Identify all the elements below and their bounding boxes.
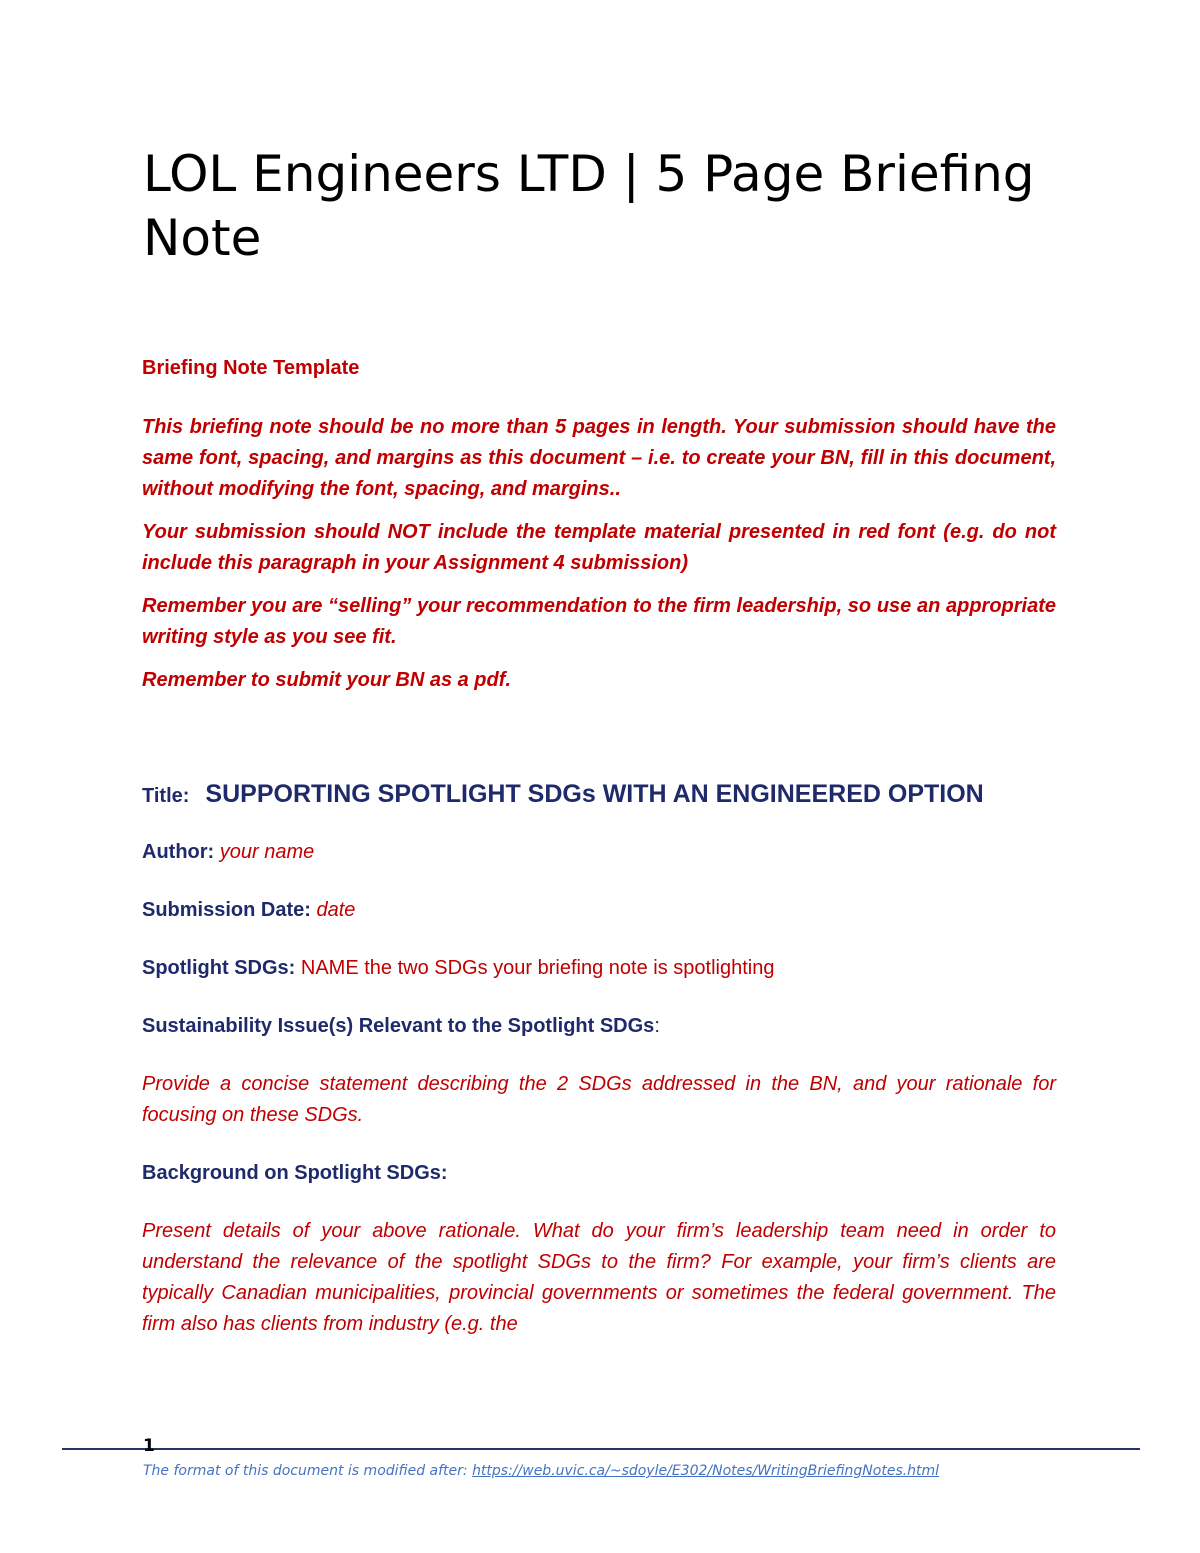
submission-date-value: date	[316, 899, 356, 921]
bn-title-field	[142, 776, 1056, 815]
footer-source-link[interactable]: https://web.uvic.ca/~sdoyle/E302/Notes/WritingBriefingNotes.html	[472, 1463, 940, 1479]
submission-date-field	[142, 895, 1056, 926]
sustainability-issue-colon: :	[654, 1015, 660, 1037]
instruction-paragraph: Remember you are “selling” your recommendation to the firm leadership, so use an appropriate writing style as you see fit.	[142, 595, 1056, 648]
background-body: Present details of your above rationale. What do your firm’s leadership team need in order to understand the relevance of the spotlight SDGs to the firm? For example, your firm’s clients are typically Canadian municipalities, provincial governments or sometimes the federal government. The firm also has clients from industry (e.g. the	[142, 1220, 1056, 1335]
template-heading: Briefing Note Template	[142, 357, 360, 379]
bn-title-value: SUPPORTING SPOTLIGHT SDGs WITH AN ENGINEERED OPTION	[205, 780, 984, 808]
bn-title-label: Title:	[142, 785, 190, 807]
spotlight-sdgs-value: NAME the two SDGs your briefing note is spotlighting	[300, 957, 775, 979]
author-value: your name	[219, 841, 315, 863]
document-body	[142, 353, 1056, 1367]
instruction-paragraph: This briefing note should be no more than 5 pages in length. Your submission should have the same font, spacing, and margins as this document – i.e. to create your BN, fill in this document, without modifying the font, spacing, and margins..	[142, 416, 1056, 500]
sustainability-issue-body: Provide a concise statement describing the 2 SDGs addressed in the BN, and your rationale for focusing on these SDGs.	[142, 1073, 1056, 1126]
sustainability-issue-heading	[142, 1011, 1056, 1042]
footer-note	[143, 1462, 939, 1480]
instruction-paragraph: Your submission should NOT include the template material presented in red font (e.g. do not include this paragraph in your Assignment 4 submission)	[142, 521, 1056, 574]
footer-note-text: The format of this document is modified after:	[143, 1463, 473, 1479]
spotlight-sdgs-field	[142, 953, 1056, 984]
spotlight-sdgs-label: Spotlight SDGs:	[142, 957, 296, 979]
page-number: 1	[143, 1436, 155, 1456]
submission-date-label: Submission Date:	[142, 899, 311, 921]
sustainability-issue-label: Sustainability Issue(s) Relevant to the Spotlight SDGs	[142, 1015, 655, 1037]
footer-divider	[62, 1448, 1140, 1450]
background-heading	[142, 1158, 1056, 1189]
author-label: Author:	[142, 841, 215, 863]
author-field	[142, 837, 1056, 868]
page-title: LOL Engineers LTD | 5 Page Briefing Note	[143, 145, 1035, 267]
background-label: Background on Spotlight SDGs:	[142, 1162, 448, 1184]
instruction-paragraph: Remember to submit your BN as a pdf.	[142, 669, 511, 691]
